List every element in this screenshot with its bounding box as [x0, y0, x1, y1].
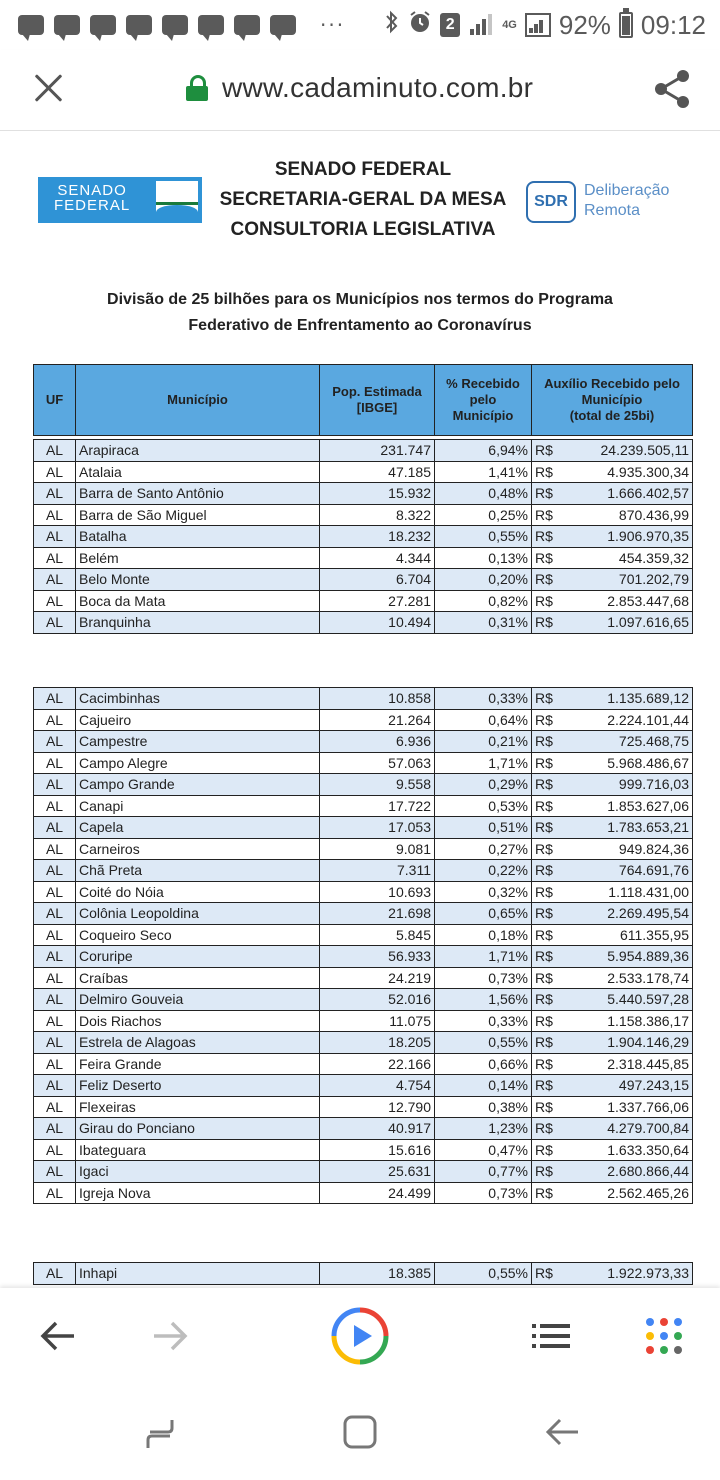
cell-pct: 0,22% [435, 860, 532, 882]
tabs-list-icon[interactable] [532, 1322, 572, 1350]
cell-valor: 2.853.447,68 [562, 590, 693, 612]
cell-uf: AL [34, 1139, 76, 1161]
cell-valor: 454.359,32 [562, 547, 693, 569]
cell-valor: 1.904.146,29 [562, 1032, 693, 1054]
message-icon [126, 15, 152, 35]
cell-valor: 24.239.505,11 [562, 440, 693, 462]
table-row [34, 731, 693, 753]
deliberacao-remota-text: Deliberação Remota [584, 182, 670, 219]
message-icon [18, 15, 44, 35]
cell-municipio: Feira Grande [76, 1053, 320, 1075]
cell-municipio: Cacimbinhas [76, 688, 320, 710]
cell-pop: 5.845 [320, 924, 435, 946]
cell-pop: 4.344 [320, 547, 435, 569]
table-row [34, 838, 693, 860]
col-auxilio: Auxílio Recebido pelo Município (total de 25bi) [532, 365, 693, 436]
cell-currency: R$ [532, 817, 562, 839]
cell-pct: 1,71% [435, 946, 532, 968]
senado-federal-logo: SENADO FEDERAL [38, 177, 202, 223]
cell-municipio: Igreja Nova [76, 1182, 320, 1204]
browser-toolbar [0, 50, 720, 131]
table-row [34, 1053, 693, 1075]
cell-municipio: Canapi [76, 795, 320, 817]
cell-uf: AL [34, 795, 76, 817]
document-subtitle: Divisão de 25 bilhões para os Municípios nos termos do Programa Federativo de Enfrentamento ao Coronavírus [107, 291, 613, 334]
cell-currency: R$ [532, 1010, 562, 1032]
back-icon[interactable] [542, 1414, 582, 1450]
cell-pct: 0,25% [435, 504, 532, 526]
cell-uf: AL [34, 709, 76, 731]
cell-currency: R$ [532, 838, 562, 860]
cell-valor: 949.824,36 [562, 838, 693, 860]
cell-valor: 2.533.178,74 [562, 967, 693, 989]
cell-pop: 12.790 [320, 1096, 435, 1118]
cell-pct: 0,55% [435, 1032, 532, 1054]
table-row [34, 1182, 693, 1204]
message-icon [90, 15, 116, 35]
cell-pop: 6.704 [320, 569, 435, 591]
cell-valor: 1.922.973,33 [562, 1263, 693, 1285]
more-notifications-indicator: ··· [320, 13, 346, 37]
cell-currency: R$ [532, 483, 562, 505]
cell-uf: AL [34, 774, 76, 796]
table-row [34, 440, 693, 462]
cell-pop: 15.932 [320, 483, 435, 505]
cell-municipio: Arapiraca [76, 440, 320, 462]
lock-icon [186, 75, 208, 101]
municipios-table-1 [33, 439, 693, 634]
cell-uf: AL [34, 860, 76, 882]
cell-municipio: Cajueiro [76, 709, 320, 731]
cell-currency: R$ [532, 688, 562, 710]
cell-uf: AL [34, 461, 76, 483]
cell-pop: 18.385 [320, 1263, 435, 1285]
clock: 09:12 [640, 9, 706, 40]
cell-pop: 18.205 [320, 1032, 435, 1054]
cell-currency: R$ [532, 1032, 562, 1054]
cell-uf: AL [34, 967, 76, 989]
cell-municipio: Delmiro Gouveia [76, 989, 320, 1011]
table-row [34, 795, 693, 817]
browser-bottom-bar [0, 1288, 720, 1386]
cell-valor: 1.666.402,57 [562, 483, 693, 505]
cell-valor: 2.680.866,44 [562, 1161, 693, 1183]
cell-pop: 6.936 [320, 731, 435, 753]
url-text: www.cadaminuto.com.br [222, 72, 534, 103]
cell-uf: AL [34, 989, 76, 1011]
cell-uf: AL [34, 1182, 76, 1204]
cell-currency: R$ [532, 1118, 562, 1140]
table-row [34, 774, 693, 796]
cell-municipio: Capela [76, 817, 320, 839]
cell-pct: 0,55% [435, 1263, 532, 1285]
cell-pct: 0,32% [435, 881, 532, 903]
cell-currency: R$ [532, 590, 562, 612]
cell-pct: 6,94% [435, 440, 532, 462]
cell-pct: 0,73% [435, 1182, 532, 1204]
cell-uf: AL [34, 569, 76, 591]
cell-valor: 611.355,95 [562, 924, 693, 946]
cell-pct: 0,66% [435, 1053, 532, 1075]
cell-municipio: Barra de São Miguel [76, 504, 320, 526]
cell-uf: AL [34, 838, 76, 860]
cell-valor: 764.691,76 [562, 860, 693, 882]
cell-municipio: Colônia Leopoldina [76, 903, 320, 925]
cell-uf: AL [34, 1118, 76, 1140]
sdr-logo: SDR [526, 181, 576, 223]
cell-pop: 8.322 [320, 504, 435, 526]
cell-currency: R$ [532, 526, 562, 548]
cell-pop: 7.311 [320, 860, 435, 882]
cell-uf: AL [34, 924, 76, 946]
status-bar [0, 0, 720, 50]
cell-currency: R$ [532, 1263, 562, 1285]
table-row [34, 688, 693, 710]
cell-currency: R$ [532, 569, 562, 591]
cell-municipio: Campestre [76, 731, 320, 753]
municipios-table-3 [33, 1262, 693, 1285]
table-row [34, 590, 693, 612]
cell-pct: 0,82% [435, 590, 532, 612]
cell-municipio: Campo Alegre [76, 752, 320, 774]
cell-pct: 0,55% [435, 526, 532, 548]
cell-valor: 701.202,79 [562, 569, 693, 591]
cell-municipio: Carneiros [76, 838, 320, 860]
cell-pop: 9.558 [320, 774, 435, 796]
col-municipio: Município [76, 365, 320, 436]
cell-pct: 0,64% [435, 709, 532, 731]
cell-pct: 1,23% [435, 1118, 532, 1140]
cell-pct: 0,27% [435, 838, 532, 860]
cell-municipio: Belo Monte [76, 569, 320, 591]
cell-valor: 1.337.766,06 [562, 1096, 693, 1118]
cell-uf: AL [34, 817, 76, 839]
table-row [34, 903, 693, 925]
cell-pop: 17.053 [320, 817, 435, 839]
cell-valor: 5.440.597,28 [562, 989, 693, 1011]
cell-valor: 1.158.386,17 [562, 1010, 693, 1032]
cell-uf: AL [34, 1096, 76, 1118]
table-row [34, 1139, 693, 1161]
battery-percent: 92% [558, 9, 611, 40]
table-row [34, 817, 693, 839]
table-row [34, 483, 693, 505]
cell-currency: R$ [532, 989, 562, 1011]
cell-uf: AL [34, 547, 76, 569]
cell-uf: AL [34, 1263, 76, 1285]
battery-icon [619, 12, 633, 38]
alarm-icon [408, 10, 432, 40]
cell-pop: 4.754 [320, 1075, 435, 1097]
cell-uf: AL [34, 731, 76, 753]
cell-municipio: Craíbas [76, 967, 320, 989]
cell-currency: R$ [532, 860, 562, 882]
cell-pop: 10.494 [320, 612, 435, 634]
table-row [34, 881, 693, 903]
table-row [34, 526, 693, 548]
cell-currency: R$ [532, 1096, 562, 1118]
cell-uf: AL [34, 1161, 76, 1183]
cell-uf: AL [34, 903, 76, 925]
cell-valor: 2.224.101,44 [562, 709, 693, 731]
table-row [34, 1263, 693, 1285]
cell-currency: R$ [532, 967, 562, 989]
table-row [34, 1161, 693, 1183]
cell-pop: 56.933 [320, 946, 435, 968]
document-view[interactable] [0, 131, 720, 1288]
cell-pct: 1,56% [435, 989, 532, 1011]
cell-valor: 2.318.445,85 [562, 1053, 693, 1075]
cell-currency: R$ [532, 795, 562, 817]
cell-pop: 47.185 [320, 461, 435, 483]
cell-pct: 0,73% [435, 967, 532, 989]
table-row [34, 547, 693, 569]
table-row [34, 1075, 693, 1097]
cell-valor: 1.906.970,35 [562, 526, 693, 548]
cell-pop: 9.081 [320, 838, 435, 860]
sim-badge: 2 [440, 13, 460, 37]
cell-valor: 1.853.627,06 [562, 795, 693, 817]
cell-municipio: Girau do Ponciano [76, 1118, 320, 1140]
cell-valor: 497.243,15 [562, 1075, 693, 1097]
cell-pct: 0,31% [435, 612, 532, 634]
cell-currency: R$ [532, 946, 562, 968]
cell-pop: 10.693 [320, 881, 435, 903]
cell-uf: AL [34, 1075, 76, 1097]
cell-valor: 725.468,75 [562, 731, 693, 753]
cell-pop: 11.075 [320, 1010, 435, 1032]
cell-valor: 4.935.300,34 [562, 461, 693, 483]
cell-valor: 870.436,99 [562, 504, 693, 526]
cell-pct: 1,71% [435, 752, 532, 774]
cell-currency: R$ [532, 440, 562, 462]
cell-valor: 5.968.486,67 [562, 752, 693, 774]
cell-pop: 27.281 [320, 590, 435, 612]
cell-uf: AL [34, 612, 76, 634]
cell-uf: AL [34, 440, 76, 462]
municipios-table-2 [33, 687, 693, 1204]
cell-currency: R$ [532, 547, 562, 569]
url-bar[interactable] [186, 72, 533, 104]
cell-municipio: Batalha [76, 526, 320, 548]
cell-pct: 0,38% [435, 1096, 532, 1118]
table-row [34, 569, 693, 591]
cell-pct: 0,18% [435, 924, 532, 946]
cell-pop: 231.747 [320, 440, 435, 462]
share-icon[interactable] [652, 68, 692, 110]
cell-pct: 0,20% [435, 569, 532, 591]
forward-arrow-icon[interactable] [150, 1318, 190, 1354]
notification-icons [18, 13, 345, 37]
cell-uf: AL [34, 1010, 76, 1032]
cell-municipio: Feliz Deserto [76, 1075, 320, 1097]
col-pop: Pop. Estimada [IBGE] [320, 365, 435, 436]
cell-currency: R$ [532, 1161, 562, 1183]
message-icon [270, 15, 296, 35]
cell-pop: 24.499 [320, 1182, 435, 1204]
table-row [34, 1010, 693, 1032]
cell-pct: 0,13% [435, 547, 532, 569]
cell-municipio: Coité do Nóia [76, 881, 320, 903]
cell-municipio: Chã Preta [76, 860, 320, 882]
table-header [33, 364, 693, 436]
cell-pct: 0,47% [435, 1139, 532, 1161]
cell-valor: 2.562.465,26 [562, 1182, 693, 1204]
message-icon [54, 15, 80, 35]
cell-pct: 0,21% [435, 731, 532, 753]
message-icon [234, 15, 260, 35]
document-header: SENADO FEDERAL SECRETARIA-GERAL DA MESA CONSULTORIA LEGISLATIVA [219, 159, 507, 240]
table-row [34, 989, 693, 1011]
table-row [34, 504, 693, 526]
cell-currency: R$ [532, 461, 562, 483]
cell-pop: 22.166 [320, 1053, 435, 1075]
cell-municipio: Barra de Santo Antônio [76, 483, 320, 505]
cell-currency: R$ [532, 924, 562, 946]
cell-currency: R$ [532, 612, 562, 634]
cell-valor: 1.135.689,12 [562, 688, 693, 710]
table-row [34, 924, 693, 946]
cell-municipio: Igaci [76, 1161, 320, 1183]
cell-pct: 0,48% [435, 483, 532, 505]
table-row [34, 461, 693, 483]
cell-valor: 4.279.700,84 [562, 1118, 693, 1140]
cell-pct: 0,65% [435, 903, 532, 925]
cell-currency: R$ [532, 752, 562, 774]
cell-pct: 0,29% [435, 774, 532, 796]
cell-currency: R$ [532, 1139, 562, 1161]
cell-pct: 0,77% [435, 1161, 532, 1183]
cell-valor: 1.783.653,21 [562, 817, 693, 839]
cell-valor: 999.716,03 [562, 774, 693, 796]
cell-municipio: Atalaia [76, 461, 320, 483]
cell-pop: 52.016 [320, 989, 435, 1011]
table-row [34, 946, 693, 968]
cell-uf: AL [34, 483, 76, 505]
cell-municipio: Branquinha [76, 612, 320, 634]
cell-uf: AL [34, 504, 76, 526]
table-row [34, 967, 693, 989]
col-uf: UF [34, 365, 76, 436]
cell-uf: AL [34, 526, 76, 548]
signal-strength-icon-2 [525, 13, 551, 37]
cell-uf: AL [34, 752, 76, 774]
table-row [34, 752, 693, 774]
cell-pop: 15.616 [320, 1139, 435, 1161]
cell-uf: AL [34, 688, 76, 710]
cell-municipio: Dois Riachos [76, 1010, 320, 1032]
cell-pop: 21.264 [320, 709, 435, 731]
cell-pop: 57.063 [320, 752, 435, 774]
message-icon [198, 15, 224, 35]
cell-municipio: Belém [76, 547, 320, 569]
cell-municipio: Boca da Mata [76, 590, 320, 612]
cell-uf: AL [34, 881, 76, 903]
cell-valor: 1.118.431,00 [562, 881, 693, 903]
cell-valor: 1.633.350,64 [562, 1139, 693, 1161]
cell-currency: R$ [532, 709, 562, 731]
cell-municipio: Inhapi [76, 1263, 320, 1285]
cell-pop: 17.722 [320, 795, 435, 817]
table-row [34, 1096, 693, 1118]
cell-currency: R$ [532, 504, 562, 526]
bluetooth-icon [384, 10, 400, 40]
table-row [34, 1118, 693, 1140]
cell-pop: 10.858 [320, 688, 435, 710]
cell-pop: 24.219 [320, 967, 435, 989]
cell-pop: 25.631 [320, 1161, 435, 1183]
cell-pct: 0,14% [435, 1075, 532, 1097]
cell-pop: 40.917 [320, 1118, 435, 1140]
table-row [34, 612, 693, 634]
close-icon[interactable] [28, 68, 68, 108]
cell-pop: 21.698 [320, 903, 435, 925]
col-pct: % Recebido pelo Município [435, 365, 532, 436]
cell-municipio: Coqueiro Seco [76, 924, 320, 946]
apps-grid-icon[interactable] [644, 1316, 684, 1356]
cell-pct: 0,33% [435, 1010, 532, 1032]
cell-currency: R$ [532, 881, 562, 903]
cell-valor: 5.954.889,36 [562, 946, 693, 968]
cell-pop: 18.232 [320, 526, 435, 548]
cell-uf: AL [34, 1032, 76, 1054]
cell-municipio: Flexeiras [76, 1096, 320, 1118]
network-type: 4G [502, 18, 517, 31]
recents-icon[interactable] [140, 1416, 180, 1452]
cell-municipio: Estrela de Alagoas [76, 1032, 320, 1054]
message-icon [162, 15, 188, 35]
cell-municipio: Ibateguara [76, 1139, 320, 1161]
cell-municipio: Campo Grande [76, 774, 320, 796]
cell-pct: 0,53% [435, 795, 532, 817]
cell-currency: R$ [532, 1053, 562, 1075]
system-navigation-bar [0, 1386, 720, 1480]
cell-valor: 2.269.495,54 [562, 903, 693, 925]
cell-uf: AL [34, 590, 76, 612]
cell-pct: 1,41% [435, 461, 532, 483]
cell-uf: AL [34, 1053, 76, 1075]
cell-valor: 1.097.616,65 [562, 612, 693, 634]
table-row [34, 1032, 693, 1054]
signal-strength-icon [468, 13, 494, 37]
cell-currency: R$ [532, 1075, 562, 1097]
cell-municipio: Coruripe [76, 946, 320, 968]
cell-currency: R$ [532, 774, 562, 796]
system-status [384, 9, 706, 41]
table-row [34, 709, 693, 731]
cell-currency: R$ [532, 1182, 562, 1204]
cell-uf: AL [34, 946, 76, 968]
table-row [34, 860, 693, 882]
google-assistant-play-icon[interactable] [330, 1306, 390, 1366]
back-arrow-icon[interactable] [38, 1318, 78, 1354]
cell-pct: 0,33% [435, 688, 532, 710]
home-icon[interactable] [342, 1414, 378, 1450]
cell-pct: 0,51% [435, 817, 532, 839]
cell-currency: R$ [532, 731, 562, 753]
cell-currency: R$ [532, 903, 562, 925]
